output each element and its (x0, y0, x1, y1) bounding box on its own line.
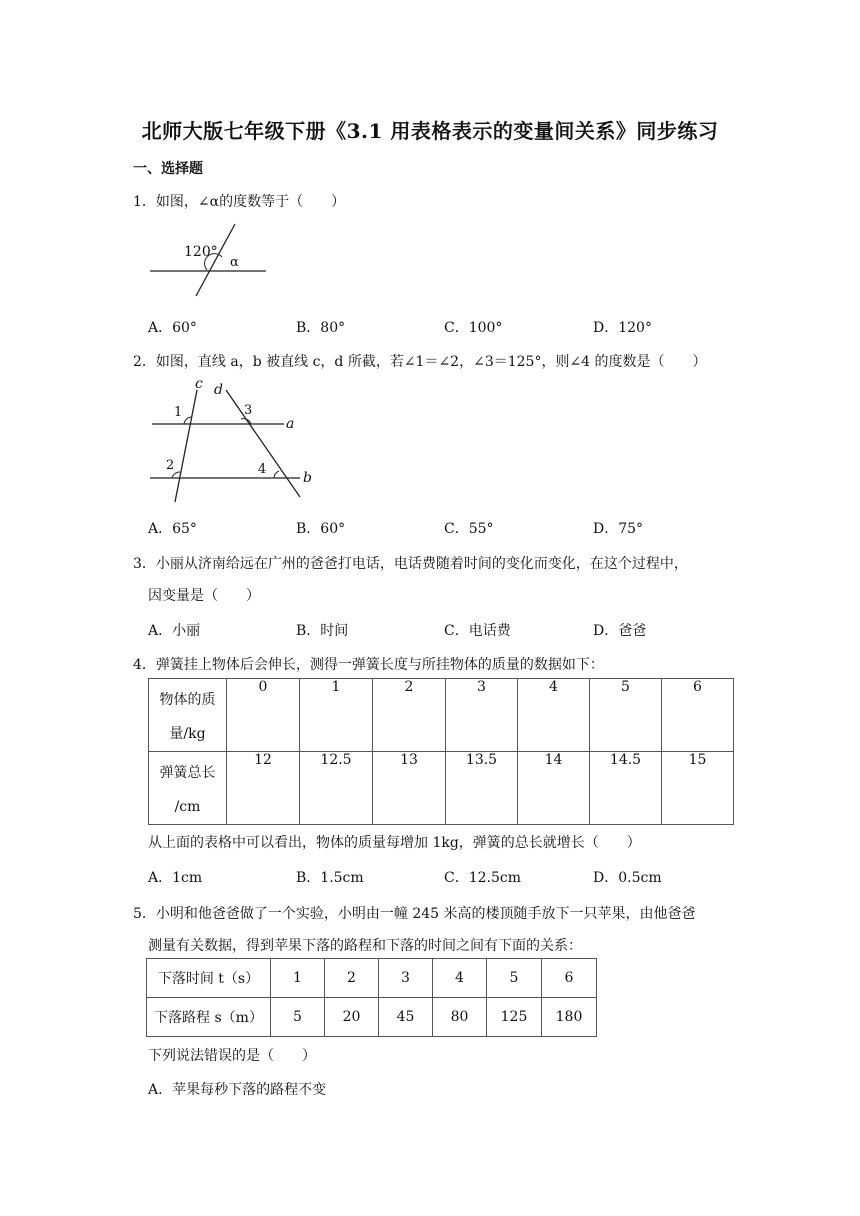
line-d (226, 390, 300, 497)
length-header-line1: 弹簧总长 (159, 765, 216, 781)
length-cell: 15 (662, 752, 734, 825)
mass-cell: 4 (518, 679, 590, 752)
distance-cell: 80 (433, 998, 487, 1037)
question-1-figure (140, 218, 280, 302)
length-header-cell (149, 752, 227, 825)
q2-option-b: B．60° (296, 521, 346, 537)
q2-option-d: D．75° (593, 521, 644, 537)
question-3-stem-line2: 因变量是（ ） (148, 588, 260, 604)
length-header-line2: /cm (174, 799, 201, 815)
distance-cell: 180 (542, 998, 597, 1037)
table-row (149, 679, 734, 752)
section-heading: 一、选择题 (133, 161, 203, 177)
angle-4-arc (274, 471, 279, 478)
q2-option-c: C．55° (444, 521, 494, 537)
length-cell: 12.5 (300, 752, 373, 825)
distance-cell: 45 (379, 998, 433, 1037)
q4-option-b: B．1.5cm (296, 870, 364, 886)
time-cell: 1 (271, 959, 325, 998)
page-title: 北师大版七年级下册《3.1 用表格表示的变量间关系》同步练习 (141, 119, 719, 143)
mass-header-line1: 物体的质 (159, 692, 216, 708)
length-cell: 12 (227, 752, 300, 825)
q2-option-a: A．65° (148, 521, 197, 537)
length-cell: 14 (518, 752, 590, 825)
mass-header-line2: 量/kg (169, 726, 206, 742)
q1-option-a: A．60° (148, 320, 197, 336)
distance-cell: 20 (325, 998, 379, 1037)
distance-cell: 5 (271, 998, 325, 1037)
label-2: 2 (166, 458, 175, 473)
angle-120-label: 120° (184, 244, 218, 260)
label-d: d (214, 382, 223, 398)
q1-option-c: C．100° (444, 320, 503, 336)
q3-option-c: C．电话费 (444, 623, 511, 639)
q4-option-d: D．0.5cm (593, 870, 662, 886)
q3-option-a: A．小丽 (148, 623, 201, 639)
mass-cell: 2 (373, 679, 446, 752)
mass-cell: 5 (590, 679, 662, 752)
question-4-stem: 4．弹簧挂上物体后会伸长，测得一弹簧长度与所挂物体的质量的数据如下： (133, 657, 604, 673)
mass-cell: 1 (300, 679, 373, 752)
q3-option-b: B．时间 (296, 623, 349, 639)
distance-cell: 125 (487, 998, 542, 1037)
fall-data-table (146, 958, 597, 1037)
label-4: 4 (258, 462, 267, 477)
time-cell: 5 (487, 959, 542, 998)
spring-data-table (148, 678, 734, 825)
table-row (147, 959, 597, 998)
label-a: a (286, 416, 295, 432)
question-1-stem: 1．如图，∠α的度数等于（ ） (133, 194, 346, 210)
mass-cell: 0 (227, 679, 300, 752)
label-3: 3 (244, 403, 253, 418)
q3-option-d: D．爸爸 (593, 623, 647, 639)
distance-header-cell: 下落路程 s（m） (147, 998, 271, 1037)
question-3-stem-line1: 3．小丽从济南给远在广州的爸爸打电话，电话费随着时间的变化而变化，在这个过程中， (133, 556, 688, 572)
question-5-stem-line1: 5．小明和他爸爸做了一个实验，小明由一幢 245 米高的楼顶随手放下一只苹果，由他爸爸 (133, 906, 696, 922)
q1-option-d: D．120° (593, 320, 652, 336)
length-cell: 14.5 (590, 752, 662, 825)
table-row (149, 752, 734, 825)
label-c: c (195, 376, 203, 392)
alpha-label: α (230, 255, 239, 270)
label-b: b (303, 470, 312, 486)
question-4-follow: 从上面的表格中可以看出，物体的质量每增加 1kg，弹簧的总长就增长（ ） (148, 835, 641, 851)
q4-option-a: A．1cm (148, 870, 203, 886)
time-cell: 2 (325, 959, 379, 998)
q5-option-a: A．苹果每秒下落的路程不变 (148, 1082, 327, 1098)
question-2-figure (140, 376, 325, 506)
mass-cell: 6 (662, 679, 734, 752)
length-cell: 13.5 (446, 752, 518, 825)
length-cell: 13 (373, 752, 446, 825)
time-header-cell: 下落时间 t（s） (147, 959, 271, 998)
label-1: 1 (174, 405, 183, 420)
q4-option-c: C．12.5cm (444, 870, 521, 886)
time-cell: 3 (379, 959, 433, 998)
mass-header-cell (149, 679, 227, 752)
time-cell: 6 (542, 959, 597, 998)
mass-cell: 3 (446, 679, 518, 752)
table-row (147, 998, 597, 1037)
question-5-follow: 下列说法错误的是（ ） (148, 1048, 316, 1064)
question-2-stem: 2．如图，直线 a，b 被直线 c，d 所截，若∠1＝∠2，∠3＝125°，则∠4 的度数是（ ） (133, 354, 707, 370)
time-cell: 4 (433, 959, 487, 998)
question-5-stem-line2: 测量有关数据，得到苹果下落的路程和下落的时间之间有下面的关系： (148, 938, 582, 954)
q1-option-b: B．80° (296, 320, 346, 336)
